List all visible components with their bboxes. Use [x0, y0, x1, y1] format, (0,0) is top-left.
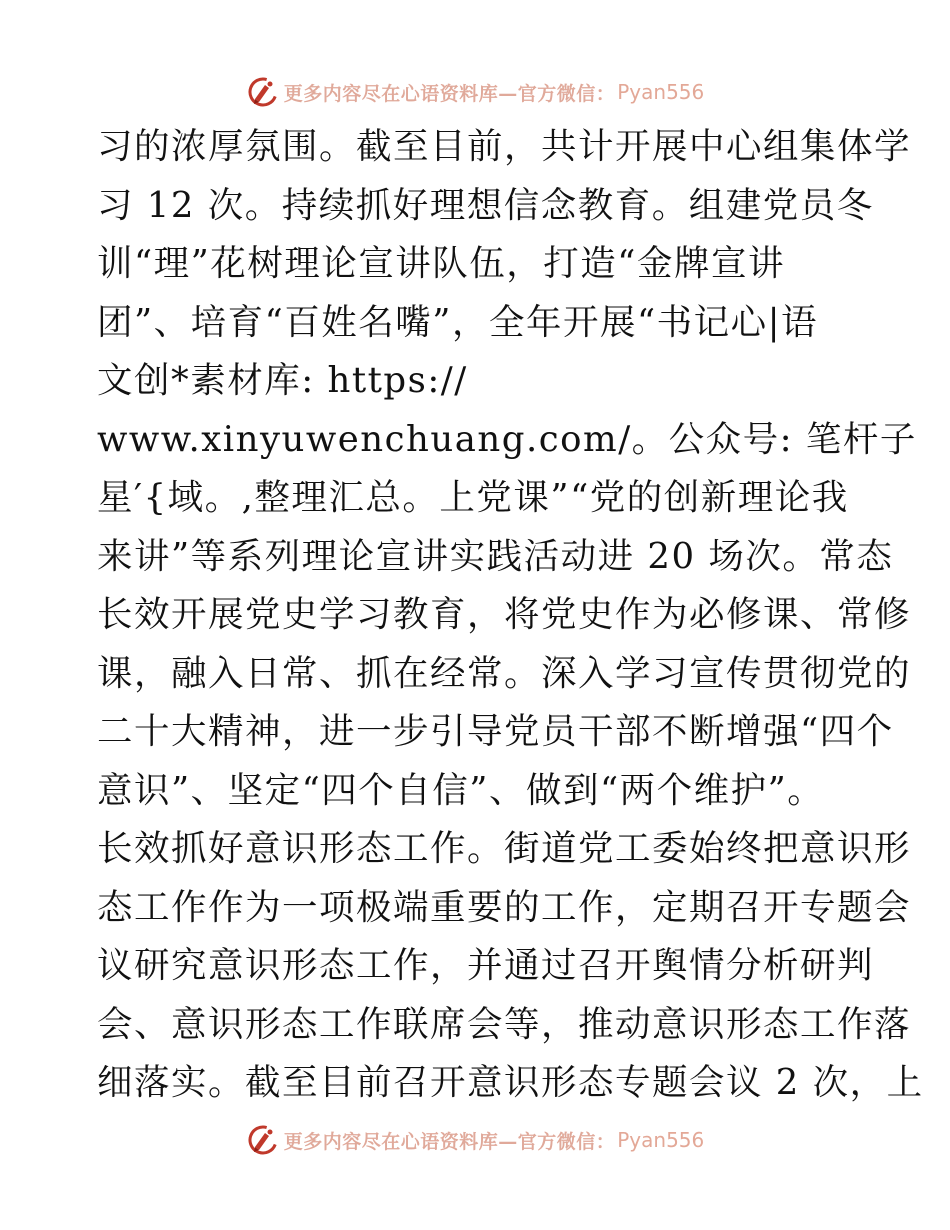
- header-wechat-id: Pyan556: [617, 80, 705, 104]
- text-line: 长效开展党史学习教育，将党史作为必修课、常修: [97, 594, 912, 635]
- document-body: [97, 118, 924, 1113]
- header-watermark: [0, 70, 950, 114]
- logo-icon: [246, 75, 280, 109]
- text-line: 长效抓好意识形态工作。街道党工委始终把意识形: [97, 828, 912, 869]
- footer-text: 更多内容尽在心语资料库—官方微信：: [283, 1130, 616, 1153]
- text-line: 课，融入日常、抓在经常。深入学习宣传贯彻党的: [97, 652, 912, 694]
- text-line: 来讲”等系列理论宣讲实践活动进 20 场次。常态: [97, 535, 894, 577]
- text-line: 文创*素材库: https://: [97, 360, 468, 401]
- text-line: 二十大精神，进一步引导党员干部不断增强“四个: [97, 711, 894, 752]
- logo-icon: [246, 1123, 280, 1157]
- header-text: 更多内容尽在心语资料库—官方微信：: [283, 82, 616, 105]
- text-line: www.xinyuwenchuang.com/。公众号: 笔杆子: [97, 418, 917, 460]
- footer-wechat-id: Pyan556: [617, 1128, 705, 1152]
- text-line: 团”、培育“百姓名嘴”，全年开展“书记心|语: [97, 301, 819, 343]
- text-line: 议研究意识形态工作，并通过召开舆情分析研判: [97, 945, 875, 986]
- text-line: 星′{域。,整理汇总。上党课”“党的创新理论我: [97, 477, 849, 518]
- text-line: 态工作作为一项极端重要的工作，定期召开专题会: [97, 886, 912, 928]
- text-line: 训“理”花树理论宣讲队伍，打造“金牌宣讲: [97, 243, 785, 284]
- text-line: 意识”、坚定“四个自信”、做到“两个维护”。: [97, 769, 825, 811]
- footer-watermark: [0, 1118, 950, 1162]
- text-line: 会、意识形态工作联席会等，推动意识形态工作落: [97, 1003, 912, 1045]
- text-line: 习 12 次。持续抓好理想信念教育。组建党员冬: [97, 184, 874, 226]
- text-line: 细落实。截至目前召开意识形态专题会议 2 次，上: [97, 1062, 924, 1103]
- text-line: 习的浓厚氛围。截至目前，共计开展中心组集体学: [97, 126, 912, 167]
